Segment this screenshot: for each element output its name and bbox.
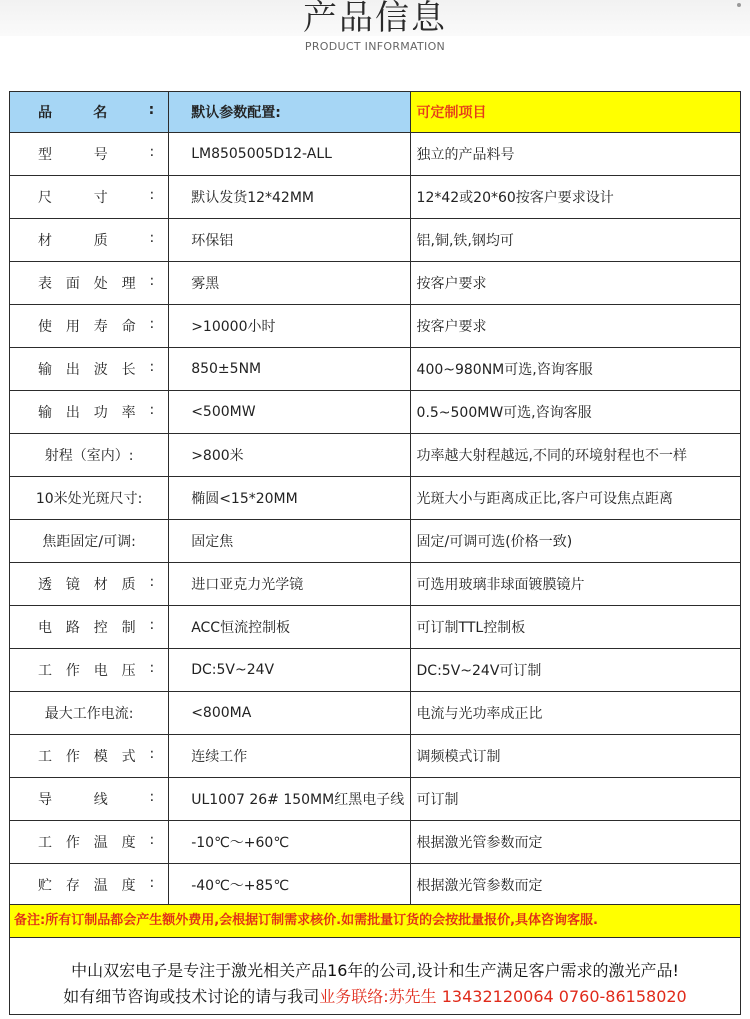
footer-contact-line xyxy=(10,984,740,1007)
row-name-label: 材 质 : xyxy=(38,230,155,249)
row-default-value: 椭圆<15*20MM xyxy=(169,477,410,520)
header-default-cell: 默认参数配置: xyxy=(169,92,410,133)
row-default-value: 环保铝 xyxy=(169,219,410,262)
table-row xyxy=(10,821,741,864)
table-row xyxy=(10,477,741,520)
row-name-label: 输 出 波 长 : xyxy=(38,359,155,378)
table-row xyxy=(10,563,741,606)
row-default-value: DC:5V~24V xyxy=(169,649,410,692)
row-default-value: 默认发货12*42MM xyxy=(169,176,410,219)
row-default-value: 雾黑 xyxy=(169,262,410,305)
row-name-label: 透 镜 材 质 : xyxy=(38,574,155,593)
row-name-cell xyxy=(10,649,169,692)
row-name-label: 工 作 温 度 : xyxy=(38,832,155,851)
row-name-cell xyxy=(10,305,169,348)
row-name-cell xyxy=(10,133,169,176)
table-row xyxy=(10,262,741,305)
row-custom-value: 调频模式订制 xyxy=(410,735,740,778)
row-name-label: 10米处光斑尺寸: xyxy=(35,491,143,507)
row-name-cell xyxy=(10,262,169,305)
row-name-cell xyxy=(10,864,169,907)
row-default-value: -40℃～+85℃ xyxy=(169,864,410,907)
row-custom-value: 功率越大射程越远,不同的环境射程也不一样 xyxy=(410,434,740,477)
row-name-label: 表 面 处 理 : xyxy=(38,273,155,292)
row-custom-value: 400~980NM可选,咨询客服 xyxy=(410,348,740,391)
row-name-label: 工 作 模 式 : xyxy=(38,746,155,765)
row-name-cell xyxy=(10,477,169,520)
row-name-cell xyxy=(10,821,169,864)
row-name-label: 贮 存 温 度 : xyxy=(38,875,155,894)
page-header xyxy=(0,0,750,80)
table-row xyxy=(10,434,741,477)
table-row xyxy=(10,219,741,262)
row-name-label: 使 用 寿 命 : xyxy=(38,316,155,335)
table-row xyxy=(10,391,741,434)
row-name-label: 焦距固定/可调: xyxy=(42,534,136,550)
row-default-value: 850±5NM xyxy=(169,348,410,391)
row-name-label: 射程（室内）: xyxy=(44,448,134,464)
row-name-label: 输 出 功 率 : xyxy=(38,402,155,421)
row-name-label: 型 号 : xyxy=(38,144,155,163)
row-default-value: ACC恒流控制板 xyxy=(169,606,410,649)
row-custom-value: 固定/可调可选(价格一致) xyxy=(410,520,740,563)
row-default-value: <800MA xyxy=(169,692,410,735)
table-row xyxy=(10,778,741,821)
row-default-value: UL1007 26# 150MM红黑电子线 xyxy=(169,778,410,821)
row-custom-value: 0.5~500MW可选,咨询客服 xyxy=(410,391,740,434)
row-default-value: -10℃～+60℃ xyxy=(169,821,410,864)
row-name-cell xyxy=(10,219,169,262)
row-name-cell xyxy=(10,778,169,821)
row-default-value: 进口亚克力光学镜 xyxy=(169,563,410,606)
table-row xyxy=(10,176,741,219)
row-name-cell xyxy=(10,391,169,434)
row-name-cell xyxy=(10,606,169,649)
table-row xyxy=(10,606,741,649)
row-default-value: LM8505005D12-ALL xyxy=(169,133,410,176)
row-custom-value: 可选用玻璃非球面镀膜镜片 xyxy=(410,563,740,606)
footer-contact-prefix: 如有细节咨询或技术讨论的请与我司 xyxy=(63,987,320,1006)
row-custom-value: 根据激光管参数而定 xyxy=(410,864,740,907)
table-row xyxy=(10,692,741,735)
row-custom-value: 可订制TTL控制板 xyxy=(410,606,740,649)
header-custom-cell: 可定制项目 xyxy=(410,92,740,133)
note-bar: 备注:所有订制品都会产生额外费用,会根据订制需求核价.如需批量订货的会按批量报价,具体咨询客服. xyxy=(9,904,741,938)
row-custom-value: 光斑大小与距离成正比,客户可设焦点距离 xyxy=(410,477,740,520)
table-row xyxy=(10,735,741,778)
row-custom-value: 独立的产品料号 xyxy=(410,133,740,176)
row-default-value: <500MW xyxy=(169,391,410,434)
row-default-value: 固定焦 xyxy=(169,520,410,563)
row-custom-value: 铝,铜,铁,钢均可 xyxy=(410,219,740,262)
row-name-cell xyxy=(10,520,169,563)
row-name-label: 最大工作电流: xyxy=(44,706,134,722)
row-custom-value: 电流与光功率成正比 xyxy=(410,692,740,735)
footer-contact-details: 业务联络:苏先生 13432120064 0760-86158020 xyxy=(319,987,687,1006)
row-custom-value: 根据激光管参数而定 xyxy=(410,821,740,864)
header-name-label: 品 名 : xyxy=(38,102,155,121)
row-name-label: 工 作 电 压 : xyxy=(38,660,155,679)
footer-company-line: 中山双宏电子是专注于激光相关产品16年的公司,设计和生产满足客户需求的激光产品! xyxy=(71,961,679,980)
row-name-cell xyxy=(10,176,169,219)
table-header-row xyxy=(10,92,741,133)
row-custom-value: 按客户要求 xyxy=(410,262,740,305)
row-name-cell xyxy=(10,735,169,778)
row-name-cell xyxy=(10,348,169,391)
row-custom-value: 按客户要求 xyxy=(410,305,740,348)
row-default-value: >800米 xyxy=(169,434,410,477)
header-name-cell xyxy=(10,92,169,133)
row-name-cell xyxy=(10,563,169,606)
row-default-value: >10000小时 xyxy=(169,305,410,348)
table-row xyxy=(10,348,741,391)
table-row xyxy=(10,520,741,563)
row-name-label: 电 路 控 制 : xyxy=(38,617,155,636)
page-title: 产品信息 xyxy=(303,0,447,38)
page-subtitle: PRODUCT INFORMATION xyxy=(304,40,446,53)
row-name-label: 导 线 : xyxy=(38,789,155,808)
row-default-value: 连续工作 xyxy=(169,735,410,778)
row-custom-value: 可订制 xyxy=(410,778,740,821)
table-row xyxy=(10,649,741,692)
table-row xyxy=(10,305,741,348)
row-name-cell xyxy=(10,434,169,477)
row-name-cell xyxy=(10,692,169,735)
footer-box xyxy=(9,938,741,1015)
table-row xyxy=(10,864,741,907)
row-name-label: 尺 寸 : xyxy=(38,187,155,206)
row-custom-value: 12*42或20*60按客户要求设计 xyxy=(410,176,740,219)
spec-table xyxy=(9,91,741,907)
row-custom-value: DC:5V~24V可订制 xyxy=(410,649,740,692)
table-row xyxy=(10,133,741,176)
